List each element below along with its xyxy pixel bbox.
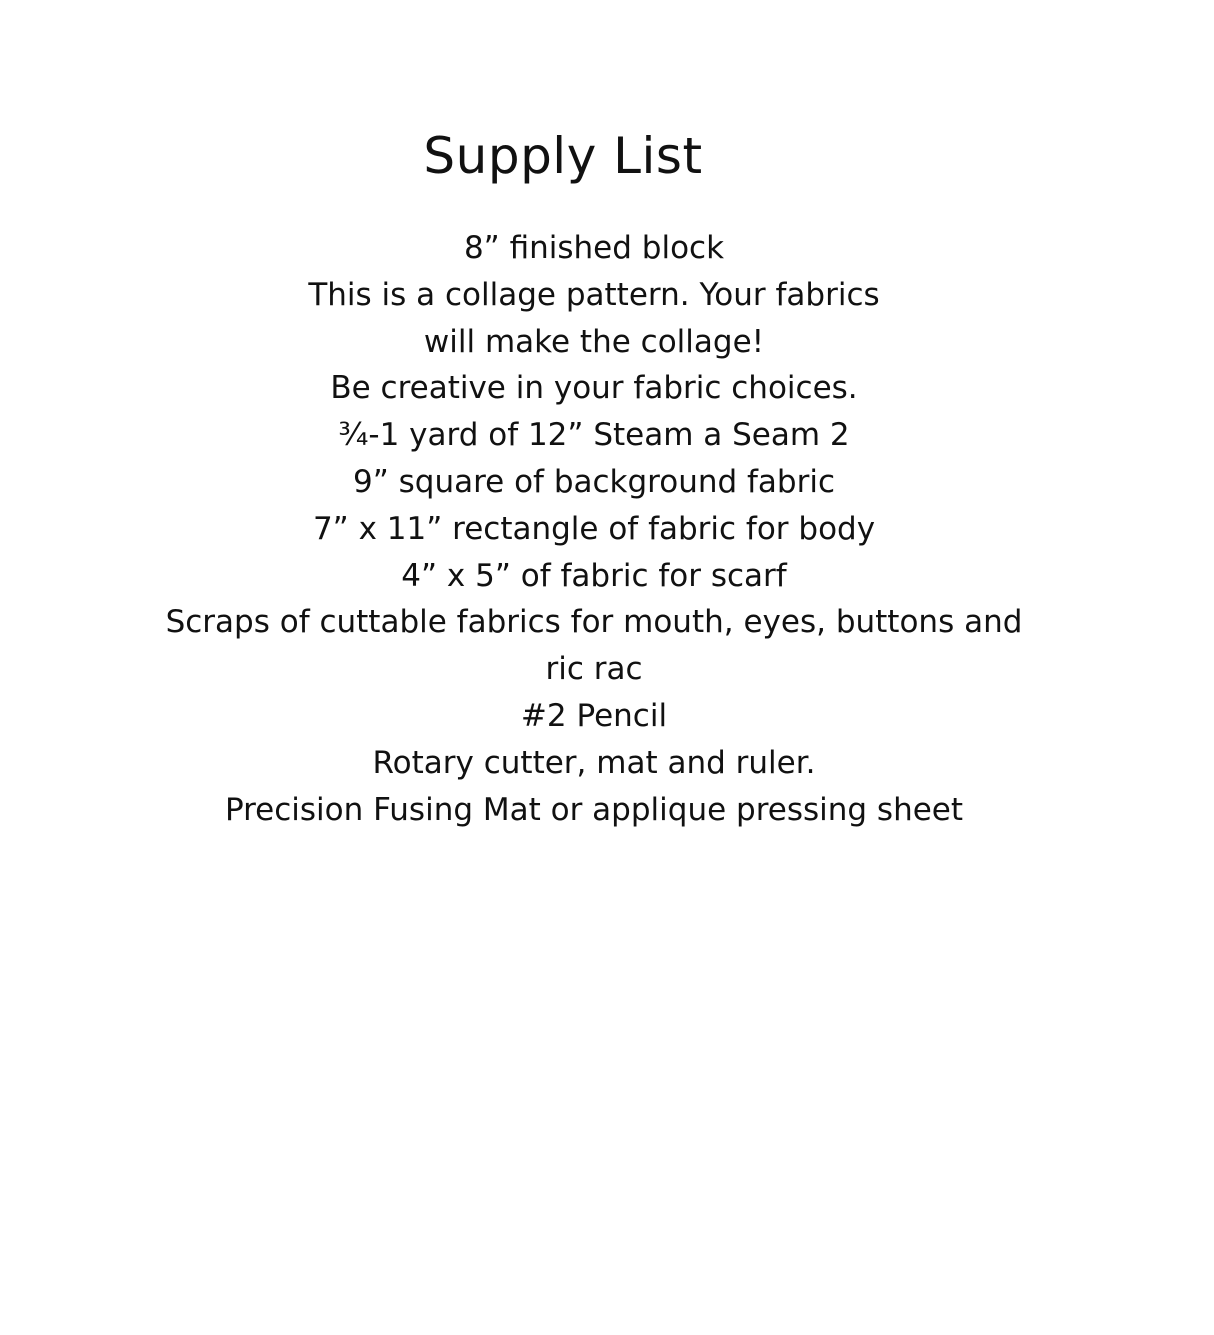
supply-line-finished-block: 8” finished block (463, 230, 725, 266)
page-title: Supply List (423, 127, 703, 185)
supply-line-background-fabric: 9” square of background fabric (352, 463, 836, 500)
supply-line-scraps-cont: ric rac (545, 651, 643, 688)
supply-line-creative-note: Be creative in your fabric choices. (330, 370, 858, 407)
supply-line-scarf-fabric: 4” x 5” of fabric for scarf (401, 557, 787, 594)
supply-line-body-fabric: 7” x 11” rectangle of fabric for body (312, 510, 876, 547)
supply-line-pencil: #2 Pencil (520, 697, 668, 734)
supply-line-rotary-cutter: Rotary cutter, mat and ruler. (372, 744, 816, 781)
supply-line-scraps: Scraps of cuttable fabrics for mouth, eyes, buttons and (165, 604, 1023, 641)
supply-list (60, 225, 1128, 833)
supply-line-collage-intro: This is a collage pattern. Your fabrics (308, 276, 880, 313)
supply-line-fusing-mat: Precision Fusing Mat or applique pressing sheet (224, 791, 964, 828)
supply-line-collage-intro-cont: will make the collage! (423, 323, 765, 360)
supply-line-steam-a-seam: ¾-1 yard of 12” Steam a Seam 2 (338, 417, 850, 454)
